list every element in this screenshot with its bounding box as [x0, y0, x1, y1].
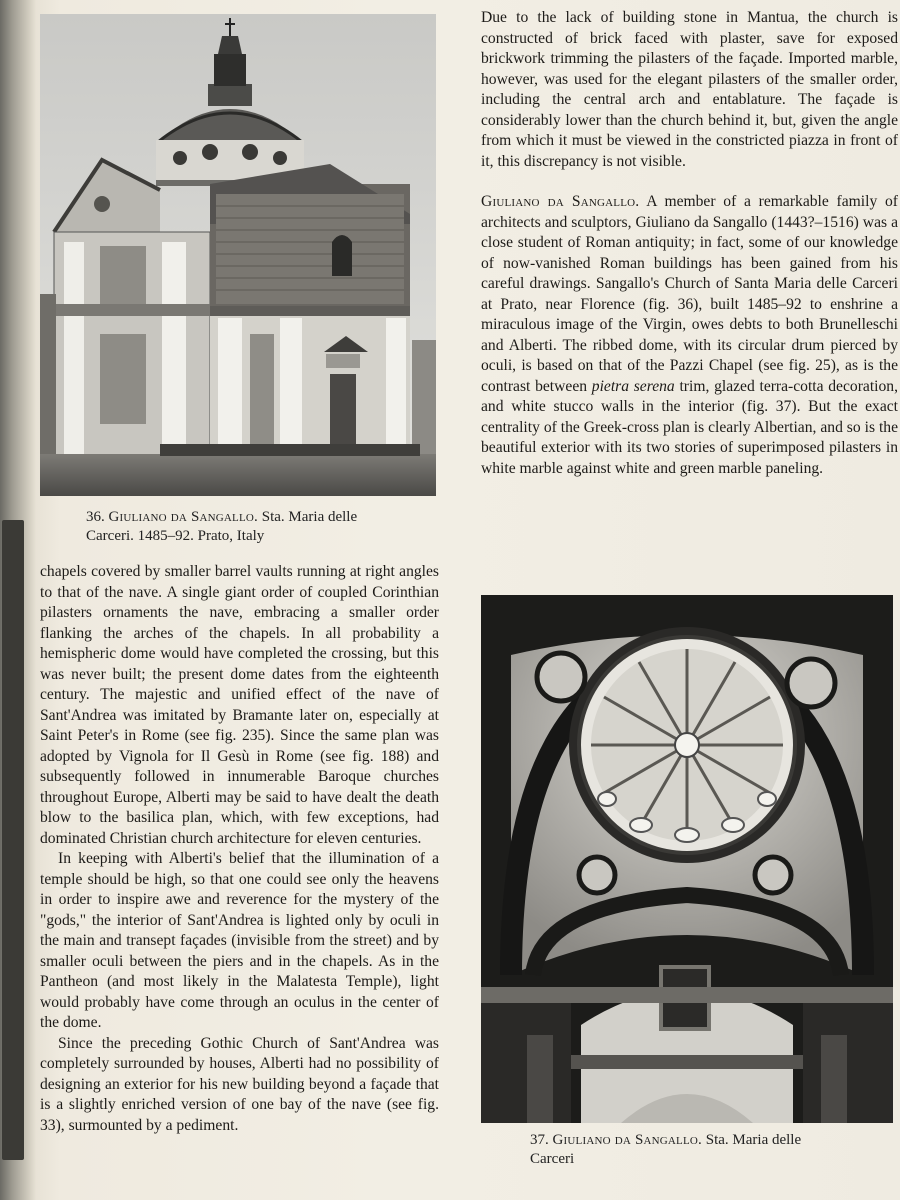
figure-36-author: Giuliano da Sangallo. [108, 509, 258, 525]
left-column-text [40, 562, 439, 1136]
figure-36-caption-line2: Carceri. 1485–92. Prato, Italy [86, 528, 265, 544]
right-column-text [481, 8, 898, 479]
figure-36-caption [86, 508, 406, 546]
figure-37-caption-line2: Carceri [530, 1151, 575, 1167]
facing-page-edge [2, 520, 24, 1160]
paragraph-facade: Since the preceding Gothic Church of Sant'Andrea was completely surrounded by houses, Alberti had no possibility of designing an exterior for his new building beyond a façade that is a slightly enriched version of one bay of the nave (see fig. 33), surmounted by a pediment. [40, 1034, 439, 1134]
sangallo-heading: Giuliano da Sangallo. [481, 193, 640, 210]
paragraph-illumination: In keeping with Alberti's belief that the illumination of a temple should be high, so that one could see only the heavens in order to inspire awe and reverence for the mystery of the "gods," the interior of Sant'Andrea is lighted only by oculi in the main and transept façades (invisible from the street) and by smaller oculi between the piers and in the chapels. As in the Pantheon (and most likely in the Malatesta Temple), light would probably have come through an oculus in the center of the dome. [40, 850, 439, 1031]
figure-37-title: Sta. Maria delle [705, 1132, 802, 1148]
sangallo-text-b: trim, glazed terra-cotta decoration, and white stucco walls in the interior (fig. 37). But the exact centrality of the Greek-cross plan is clearly Albertian, and so is the beautiful exterior with its two stories of superimposed pilasters in white marble against white and green marble paneling. [481, 377, 898, 477]
figure-37-number: 37. [530, 1132, 549, 1148]
paragraph-sangallo [481, 192, 898, 479]
figure-36-number: 36. [86, 509, 105, 525]
figure-37-photo [481, 595, 893, 1123]
sangallo-text-a: A member of a remarkable family of architects and sculptors, Giuliano da Sangallo (1443?–1516) was a close student of Roman antiquity; in fact, some of our knowledge of now-vanished Roman buildings has been gained from his careful drawings. Sangallo's Church of Santa Maria delle Carceri at Prato, near Florence (fig. 36), built 1485–92 to enshrine a miraculous image of the Virgin, owes debts to both Brunelleschi and Alberti. The ribbed dome, with its circular drum pierced by oculi, is based on that of the Pazzi Chapel (see fig. 25), as is the contrast between [481, 193, 899, 395]
figure-37-author: Giuliano da Sangallo. [552, 1132, 702, 1148]
sangallo-italic-term: pietra serena [591, 377, 675, 395]
figure-37-caption [530, 1131, 870, 1169]
paragraph-nave: chapels covered by smaller barrel vaults running at right angles to that of the nave. A single giant order of coupled Corinthian pilasters ornaments the nave, embracing a smaller order flanking the arches of the chapels. In all probability a hemispheric dome would have completed the crossing, but this was never built; the present dome dates from the eighteenth century. The majestic and unified effect of the nave of Sant'Andrea was imitated by Bramante later on, especially at Saint Peter's in Rome (see fig. 235). Since the same plan was adopted by Vignola for Il Gesù in Rome (see fig. 188) and subsequently followed in innumerable Baroque churches throughout Europe, Alberti may be said to have dealt the death blow to the basilica plan, which, with few exceptions, had dominated Christian church architecture for eleven centuries. [40, 563, 439, 847]
figure-36-title: Sta. Maria delle [261, 509, 358, 525]
paragraph-mantua: Due to the lack of building stone in Mantua, the church is constructed of brick faced with plaster, save for exposed brickwork trimming the pilasters of the façade. Imported marble, however, was used for the elegant pilasters of the smaller order, including the central arch and entablature. The façade is considerably lower than the church behind it, but, given the angle from which it must be viewed in the constricted piazza in front of it, this discrepancy is not visible. [481, 9, 898, 170]
figure-36-photo [40, 14, 436, 496]
